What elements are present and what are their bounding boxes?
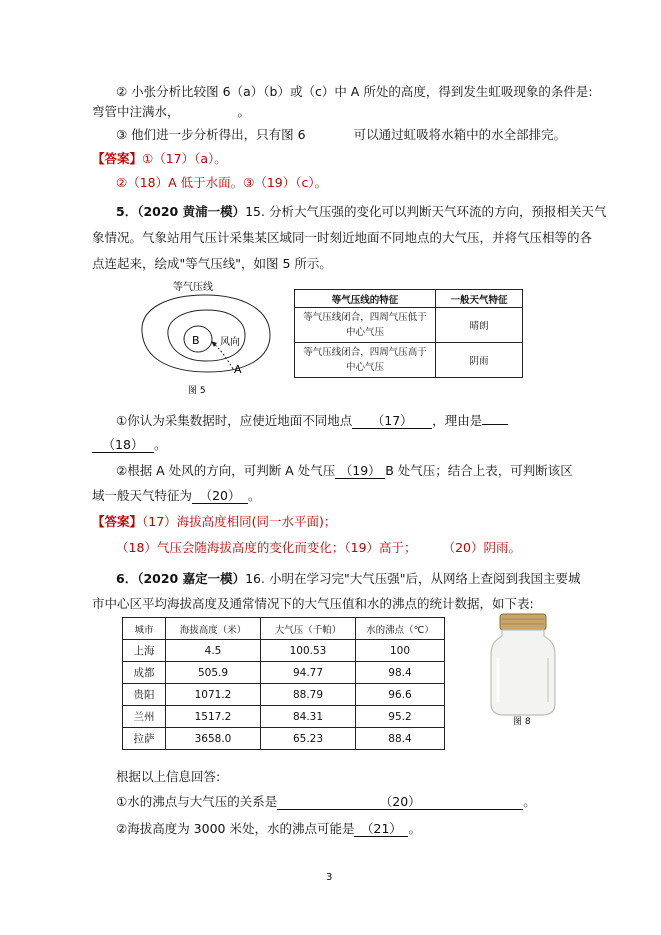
q6-stem-text-1: 16. 小明在学习完"大气压强"后，从网络上查阅到我国主要城 <box>245 571 581 586</box>
q5-answer-1-text: （17）海拔高度相同(同一水平面)； <box>142 514 337 529</box>
city-cell: 上海 <box>123 640 166 662</box>
city-cell: 成都 <box>123 662 166 684</box>
q4-answer-1 <box>92 151 227 167</box>
isobar-outer <box>142 295 270 372</box>
q5-stem-line-2: 象情况。气象站用气压计采集某区域同一时刻近地面不同地点的大气压，并将气压相等的各 <box>92 230 593 245</box>
q6-q1-end: 。 <box>523 794 536 809</box>
q4-line-3-b: 可以通过虹吸将水箱中的水全部排完。 <box>353 127 567 142</box>
weather-table-cell: 晴朗 <box>436 308 523 343</box>
q5-q2-text-2: B 处气压；结合上表，可判断该区 <box>385 463 573 478</box>
q5-answer-1 <box>92 514 336 530</box>
q5-answer-3-text: （20）阴雨。 <box>442 540 521 555</box>
q4-line-2-2-text: 弯管中注满水， <box>92 104 180 119</box>
blank-19: （19） <box>335 463 385 479</box>
q6-q2-end: 。 <box>408 821 421 836</box>
q5-question-2-cont <box>92 488 261 504</box>
q5-q2-end: 。 <box>248 488 261 503</box>
page-number: 3 <box>326 872 333 883</box>
blank-20: （20） <box>277 794 523 810</box>
weather-table-header-2: 一般天气特征 <box>436 290 523 308</box>
q4-line-3 <box>116 127 566 143</box>
q5-question-2 <box>116 463 573 479</box>
q5-answer-2-text: （18）气压会随海拔高度的变化而变化；（19）高于； <box>116 540 417 555</box>
boiling-table-header: 大气压（千帕） <box>261 618 356 640</box>
q5-stem-line-1 <box>116 204 606 220</box>
q4-answer-2: ②（18）A 低于水面。③（19）（c）。 <box>116 175 328 190</box>
answer-label: 【答案】 <box>92 514 143 529</box>
boiling-table-header: 海拔高度（米） <box>166 618 261 640</box>
blank-20: （20） <box>192 488 248 504</box>
table-cell: 95.2 <box>356 706 445 728</box>
q5-stem-text-1: 15. 分析大气压强的变化可以判断天气环流的方向，预报相关天气 <box>245 204 607 219</box>
q4-line-2-1: ② 小张分析比较图 6（a）（b）或（c）中 A 所处的高度，得到发生虹吸现象的条件是: <box>116 84 593 99</box>
figure-5-caption: 图 5 <box>188 386 206 396</box>
wind-direction-label: 风向 <box>220 337 240 348</box>
table-cell: 1071.2 <box>166 684 261 706</box>
glass-jar-figure <box>488 612 560 727</box>
weather-table-cell: 阴雨 <box>436 343 523 378</box>
answer-label: 【答案】 <box>92 151 143 166</box>
q4-line-2-2-end: 。 <box>237 104 251 119</box>
city-cell: 兰州 <box>123 706 166 728</box>
q6-source: （2020 嘉定一模） <box>137 571 246 586</box>
isobar-figure <box>130 277 280 397</box>
table-cell: 96.6 <box>356 684 445 706</box>
jar-lid-icon <box>500 614 546 630</box>
city-cell: 拉萨 <box>123 728 166 750</box>
q5-question-1-cont <box>92 437 167 453</box>
point-b-label: B <box>192 334 200 347</box>
q5-source: （2020 黄浦一模） <box>137 204 246 219</box>
q5-q1-text-2: ，理由是 <box>432 413 483 428</box>
q5-answer-2 <box>116 540 521 556</box>
q5-q1-text: ①你认为采集数据时，应使近地面不同地点 <box>116 413 353 428</box>
table-cell: 94.77 <box>261 662 356 684</box>
table-cell: 88.79 <box>261 684 356 706</box>
q5-question-1 <box>116 413 508 429</box>
table-cell: 98.4 <box>356 662 445 684</box>
q6-question-2 <box>116 821 421 837</box>
q5-q2-text-3: 域一般天气特征为 <box>92 488 193 503</box>
q5-number: 5． <box>116 204 138 219</box>
table-cell: 100.53 <box>261 640 356 662</box>
q4-line-2-2 <box>92 104 250 120</box>
table-cell: 3658.0 <box>166 728 261 750</box>
figure-8-caption: 图 8 <box>513 717 531 727</box>
blank-21: （21） <box>354 821 408 837</box>
boiling-point-table <box>122 617 445 750</box>
q6-q2-text: ②海拔高度为 3000 米处，水的沸点可能是 <box>116 821 355 836</box>
q6-q1-text: ①水的沸点与大气压的关系是 <box>116 794 278 809</box>
point-a-label: A <box>234 363 242 376</box>
q5-q2-text: ②根据 A 处风的方向，可判断 A 处气压 <box>116 463 336 478</box>
isobar-middle <box>168 310 245 361</box>
q6-question-1 <box>116 794 536 810</box>
boiling-table-header: 城市 <box>123 618 166 640</box>
blank-18: （18） <box>92 437 154 453</box>
table-cell: 100 <box>356 640 445 662</box>
table-cell: 1517.2 <box>166 706 261 728</box>
q6-intro: 根据以上信息回答: <box>116 769 221 784</box>
q5-q1-end: 。 <box>154 437 167 452</box>
boiling-table-header: 水的沸点（℃） <box>356 618 445 640</box>
weather-table-header-1: 等气压线的特征 <box>295 290 436 308</box>
weather-table-cell: 等气压线闭合，四周气压高于中心气压 <box>295 343 436 378</box>
table-cell: 505.9 <box>166 662 261 684</box>
jar-body-icon <box>491 630 555 715</box>
table-cell: 88.4 <box>356 728 445 750</box>
q5-stem-line-3: 点连起来，绘成"等气压线"，如图 5 所示。 <box>92 256 332 271</box>
q6-number: 6． <box>116 571 138 586</box>
blank-17: （17） <box>352 413 432 429</box>
table-cell: 4.5 <box>166 640 261 662</box>
table-cell: 65.23 <box>261 728 356 750</box>
weather-table-cell: 等气压线闭合，四周气压低于中心气压 <box>295 308 436 343</box>
table-cell: 84.31 <box>261 706 356 728</box>
isobar-figure-title: 等气压线 <box>173 282 213 293</box>
q4-answer-1-text: ①（17）（a）。 <box>142 151 227 166</box>
q6-stem-line-2: 市中心区平均海拔高度及通常情况下的大气压值和水的沸点的统计数据，如下表: <box>92 596 534 611</box>
q6-stem-line-1 <box>116 571 580 587</box>
q4-line-3-a: ③ 他们进一步分析得出，只有图 6 <box>116 127 306 142</box>
weather-table <box>294 289 523 378</box>
city-cell: 贵阳 <box>123 684 166 706</box>
